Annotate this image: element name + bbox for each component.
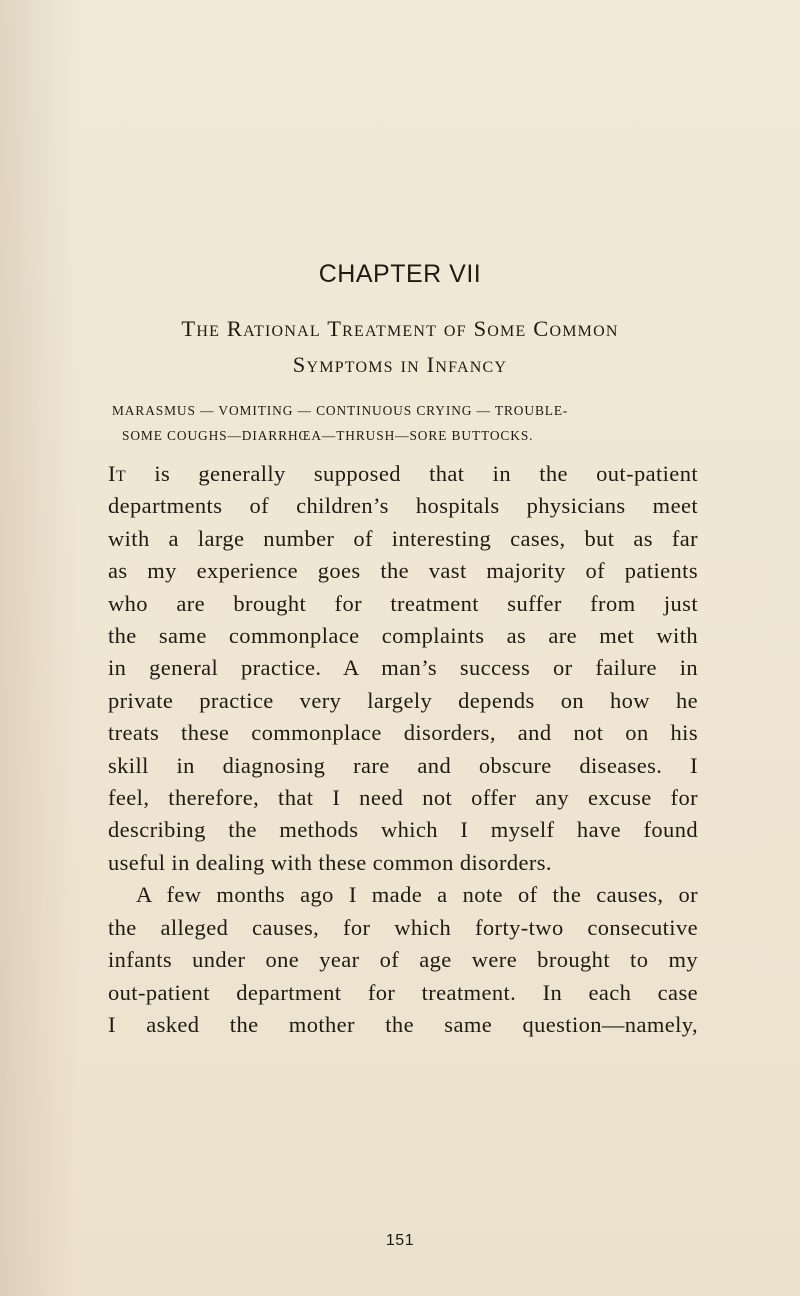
paragraph-line: out-patient department for treatment. In each case: [108, 979, 698, 1005]
paragraph-line: the same commonplace complaints as are met with: [108, 623, 698, 649]
chapter-heading: CHAPTER VII: [318, 260, 482, 288]
paragraph-line: with a large number of interesting cases, but as far: [108, 525, 698, 551]
drop-word: It: [108, 461, 127, 486]
paragraph-line: treats these commonplace disorders, and not on his: [108, 720, 698, 746]
paragraph-line: useful in dealing with these common disorders.: [108, 849, 552, 875]
paragraph-1: [108, 458, 698, 879]
synopsis-line-2: SOME COUGHS—DIARRHŒA—THRUSH—SORE BUTTOCKS.: [122, 428, 534, 443]
paragraph-line: private practice very largely depends on how he: [108, 687, 698, 713]
paragraph-line: in general practice. A man’s success or failure in: [108, 655, 698, 681]
chapter-synopsis: [112, 398, 686, 448]
paragraph-line: is generally supposed that in the out-patient: [126, 461, 698, 486]
paragraph-line: skill in diagnosing rare and obscure diseases. I: [108, 752, 698, 778]
paragraph-line: the alleged causes, for which forty-two consecutive: [108, 914, 698, 940]
paragraph-line: infants under one year of age were brought to my: [108, 947, 698, 973]
chapter-title: [0, 311, 800, 383]
paragraph-line: A few months ago I made a note of the causes, or: [136, 882, 698, 908]
chapter-title-line-1: The Rational Treatment of Some Common: [181, 316, 619, 341]
paragraph-line: I asked the mother the same question—namely,: [108, 1011, 698, 1037]
paragraph-line: feel, therefore, that I need not offer any excuse for: [108, 785, 698, 811]
paragraph-1-line-1: [108, 458, 698, 490]
paragraph-line: who are brought for treatment suffer from just: [108, 590, 698, 616]
synopsis-line-1: MARASMUS — VOMITING — CONTINUOUS CRYING — TROUBLE-: [112, 403, 569, 418]
paragraph-2: [108, 879, 698, 1041]
paragraph-line: as my experience goes the vast majority of patients: [108, 558, 698, 584]
body-text: [108, 458, 698, 1041]
paragraph-line: describing the methods which I myself have found: [108, 817, 698, 843]
page-number: 151: [385, 1232, 415, 1249]
chapter-title-line-2: Symptoms in Infancy: [292, 352, 508, 377]
paragraph-line: departments of children’s hospitals physicians meet: [108, 493, 698, 519]
